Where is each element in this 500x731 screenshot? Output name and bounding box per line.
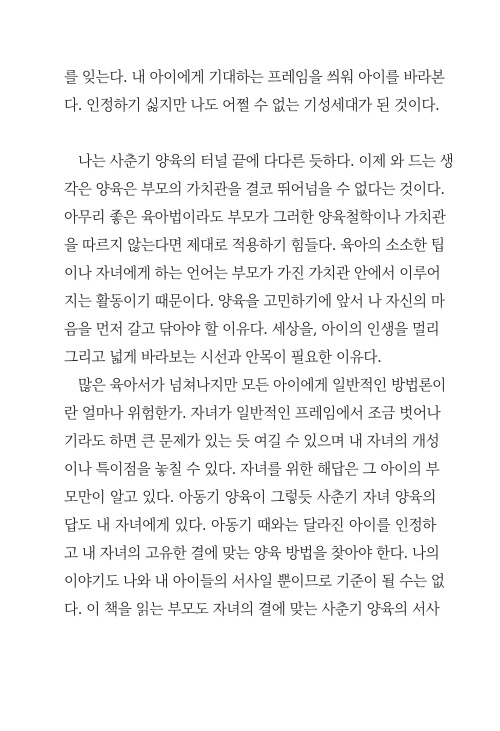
- text-line: 다. 인정하기 싫지만 나도 어쩔 수 없는 기성세대가 된 것이다.: [64, 97, 440, 114]
- text-line: 나는 사춘기 양육의 터널 끝에 다다른 듯하다. 이제 와 드는 생: [78, 153, 454, 170]
- text-line: 이나 자녀에게 하는 언어는 부모가 가진 가치관 안에서 이루어: [64, 265, 441, 282]
- text-line: 이야기도 나와 내 아이들의 서사일 뿐이므로 기준이 될 수는 없: [64, 573, 445, 590]
- text-line: 다. 이 책을 읽는 부모도 자녀의 결에 맞는 사춘기 양육의 서사: [64, 601, 440, 618]
- text-line: 그리고 넓게 바라보는 시선과 안목이 필요한 이유다.: [64, 349, 382, 366]
- paragraph-2: [64, 148, 454, 372]
- paragraph-3: [64, 372, 446, 624]
- text-line: 이나 특이점을 놓칠 수 있다. 자녀를 위한 해답은 그 아이의 부: [64, 461, 440, 478]
- paragraph-1: [64, 64, 445, 120]
- text-line: 아무리 좋은 육아법이라도 부모가 그러한 양육철학이나 가치관: [64, 209, 446, 226]
- text-line: 을 따르지 않는다면 제대로 적용하기 힘들다. 육아의 소소한 팁: [64, 237, 445, 254]
- text-line: 음을 먼저 갈고 닦아야 할 이유다. 세상을, 아이의 인생을 멀리: [64, 321, 440, 338]
- text-line: 를 잊는다. 내 아이에게 기대하는 프레임을 씌워 아이를 바라본: [64, 69, 445, 86]
- text-line: 란 얼마나 위험한가. 자녀가 일반적인 프레임에서 조금 벗어나: [64, 405, 441, 422]
- text-line: 답도 내 자녀에게 있다. 아동기 때와는 달라진 아이를 인정하: [64, 517, 436, 534]
- text-line: 고 내 자녀의 고유한 결에 맞는 양육 방법을 찾아야 한다. 나의: [64, 545, 440, 562]
- text-line: 각은 양육은 부모의 가치관을 결코 뛰어넘을 수 없다는 것이다.: [64, 181, 445, 198]
- text-line: 지는 활동이기 때문이다. 양육을 고민하기에 앞서 나 자신의 마: [64, 293, 445, 310]
- text-line: 모만이 알고 있다. 아동기 양육이 그렇듯 사춘기 자녀 양육의: [64, 489, 436, 506]
- text-line: 기라도 하면 큰 문제가 있는 듯 여길 수 있으며 내 자녀의 개성: [64, 433, 440, 450]
- text-line: 많은 육아서가 넘쳐나지만 모든 아이에게 일반적인 방법론이: [78, 377, 446, 394]
